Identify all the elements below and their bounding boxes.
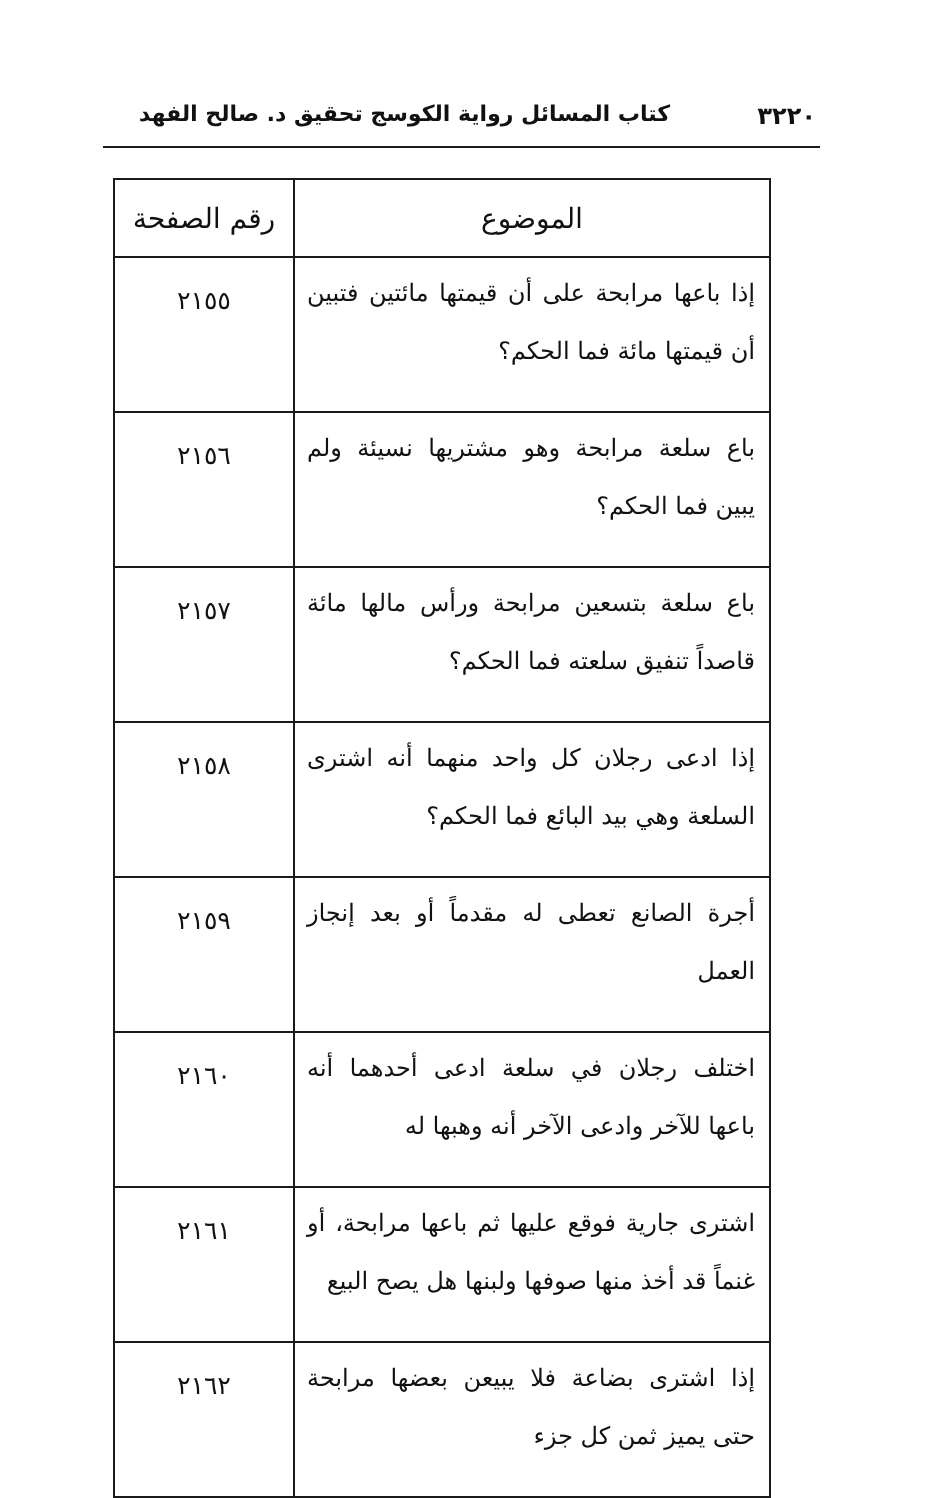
column-header-page: رقم الصفحة [114, 179, 294, 257]
page-number-cell: ٢١٥٥ [114, 257, 294, 412]
page-number-cell: ٢١٥٦ [114, 412, 294, 567]
table-row [114, 877, 770, 1032]
table-row [114, 1032, 770, 1187]
page-number-cell: ٢١٥٨ [114, 722, 294, 877]
page-number-cell: ٢١٥٩ [114, 877, 294, 1032]
topic-cell: باع سلعة مرابحة وهو مشتريها نسيئة ولم يبين فما الحكم؟ [294, 412, 770, 567]
book-title: كتاب المسائل رواية الكوسج تحقيق د. صالح الفهد [138, 102, 670, 127]
page-number-cell: ٢١٦٠ [114, 1032, 294, 1187]
table-row [114, 257, 770, 412]
page-number-cell: ٢١٦٢ [114, 1342, 294, 1497]
topic-cell: باع سلعة بتسعين مرابحة ورأس مالها مائة قاصداً تنفيق سلعته فما الحكم؟ [294, 567, 770, 722]
column-header-topic: الموضوع [294, 179, 770, 257]
topic-cell: إذا اشترى بضاعة فلا يبيعن بعضها مرابحة حتى يميز ثمن كل جزء [294, 1342, 770, 1497]
page-number: ٣٢٢٠ [757, 102, 816, 130]
table-row [114, 722, 770, 877]
table-row [114, 1187, 770, 1342]
topic-cell: اشترى جارية فوقع عليها ثم باعها مرابحة، أو غنماً قد أخذ منها صوفها ولبنها هل يصح البيع [294, 1187, 770, 1342]
table-row [114, 1342, 770, 1497]
topic-cell: إذا باعها مرابحة على أن قيمتها مائتين فتبين أن قيمتها مائة فما الحكم؟ [294, 257, 770, 412]
table-row [114, 412, 770, 567]
page-number-cell: ٢١٦١ [114, 1187, 294, 1342]
table-row [114, 567, 770, 722]
topic-cell: إذا ادعى رجلان كل واحد منهما أنه اشترى السلعة وهي بيد البائع فما الحكم؟ [294, 722, 770, 877]
topic-index-table [113, 178, 771, 1498]
table-header-row [114, 179, 770, 257]
topic-cell: أجرة الصانع تعطى له مقدماً أو بعد إنجاز العمل [294, 877, 770, 1032]
topic-cell: اختلف رجلان في سلعة ادعى أحدهما أنه باعها للآخر وادعى الآخر أنه وهبها له [294, 1032, 770, 1187]
page-number-cell: ٢١٥٧ [114, 567, 294, 722]
running-header [103, 100, 820, 148]
